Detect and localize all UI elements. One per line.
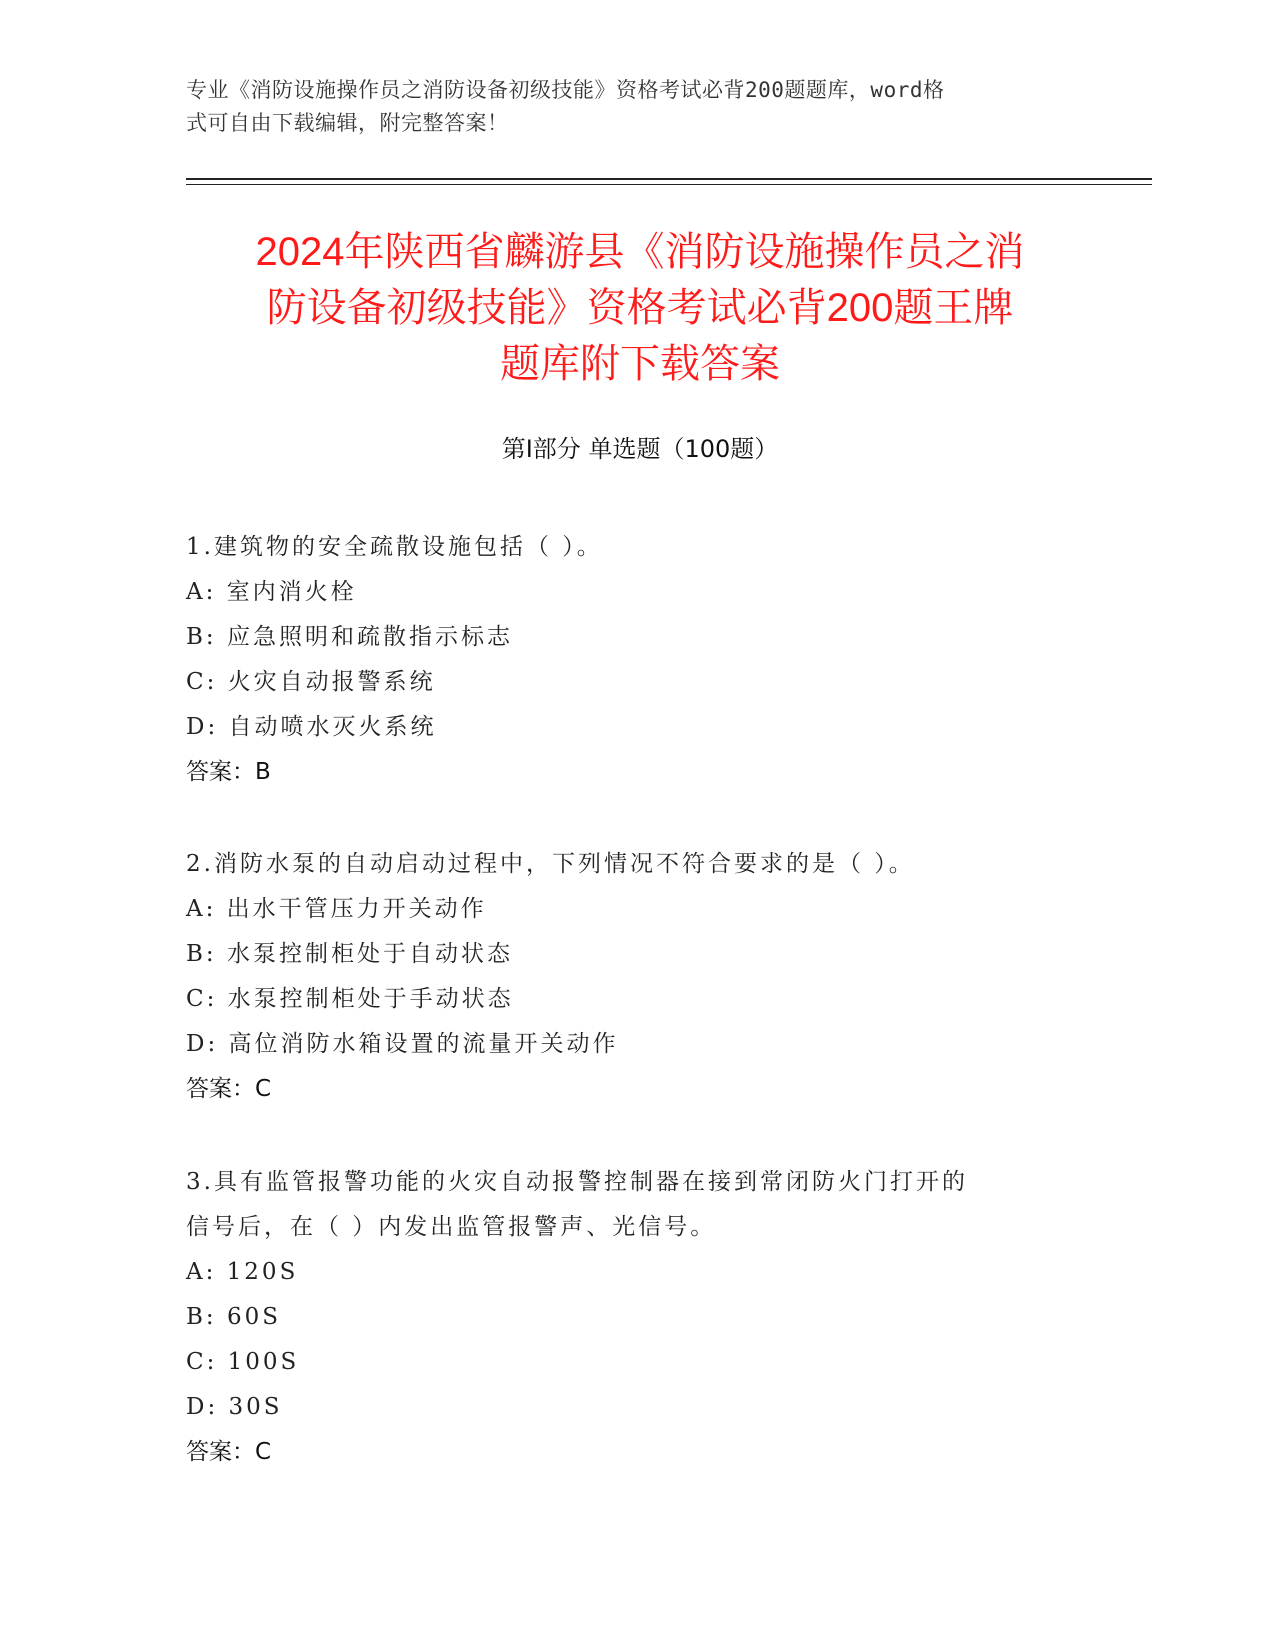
option-a: A: 室内消火栓 <box>186 579 357 605</box>
option-b: B: 60S <box>186 1304 281 1330</box>
answer-line: 答案：C <box>186 1439 272 1465</box>
question-1 <box>186 525 1086 795</box>
question-2 <box>186 842 1086 1112</box>
title-line-2: 防设备初级技能》资格考试必背200题王牌 <box>266 286 1014 330</box>
option-c: C: 水泵控制柜处于手动状态 <box>186 986 514 1012</box>
header-note <box>186 74 1066 140</box>
option-b: B: 水泵控制柜处于自动状态 <box>186 941 513 967</box>
header-note-line-1: 专业《消防设施操作员之消防设备初级技能》资格考试必背200题题库，word格 <box>186 78 945 102</box>
option-a: A: 出水干管压力开关动作 <box>186 896 487 922</box>
question-stem: 2.消防水泵的自动启动过程中，下列情况不符合要求的是（ ）。 <box>186 851 915 877</box>
answer-line: 答案：C <box>186 1076 272 1102</box>
question-stem-line-1: 3.具有监管报警功能的火灾自动报警控制器在接到常闭防火门打开的 <box>186 1169 968 1195</box>
title-line-1: 2024年陕西省麟游县《消防设施操作员之消 <box>255 230 1025 274</box>
header-divider-thin <box>186 184 1152 185</box>
option-a: A: 120S <box>186 1259 299 1285</box>
document-title <box>180 224 1100 392</box>
option-c: C: 100S <box>186 1349 300 1375</box>
question-stem: 1.建筑物的安全疏散设施包括（ ）。 <box>186 534 603 560</box>
option-d: D: 高位消防水箱设置的流量开关动作 <box>186 1031 619 1057</box>
option-c: C: 火灾自动报警系统 <box>186 669 436 695</box>
section-heading: 第I部分 单选题（100题） <box>501 435 779 463</box>
question-stem-line-2: 信号后，在（ ）内发出监管报警声、光信号。 <box>186 1214 717 1240</box>
title-line-3: 题库附下载答案 <box>500 342 780 386</box>
header-note-line-2: 式可自由下载编辑，附完整答案！ <box>186 111 509 135</box>
header-divider-thick <box>186 178 1152 180</box>
answer-line: 答案：B <box>186 759 271 785</box>
option-d: D: 30S <box>186 1394 283 1420</box>
question-3 <box>186 1160 1086 1475</box>
option-d: D: 自动喷水灭火系统 <box>186 714 437 740</box>
option-b: B: 应急照明和疏散指示标志 <box>186 624 513 650</box>
